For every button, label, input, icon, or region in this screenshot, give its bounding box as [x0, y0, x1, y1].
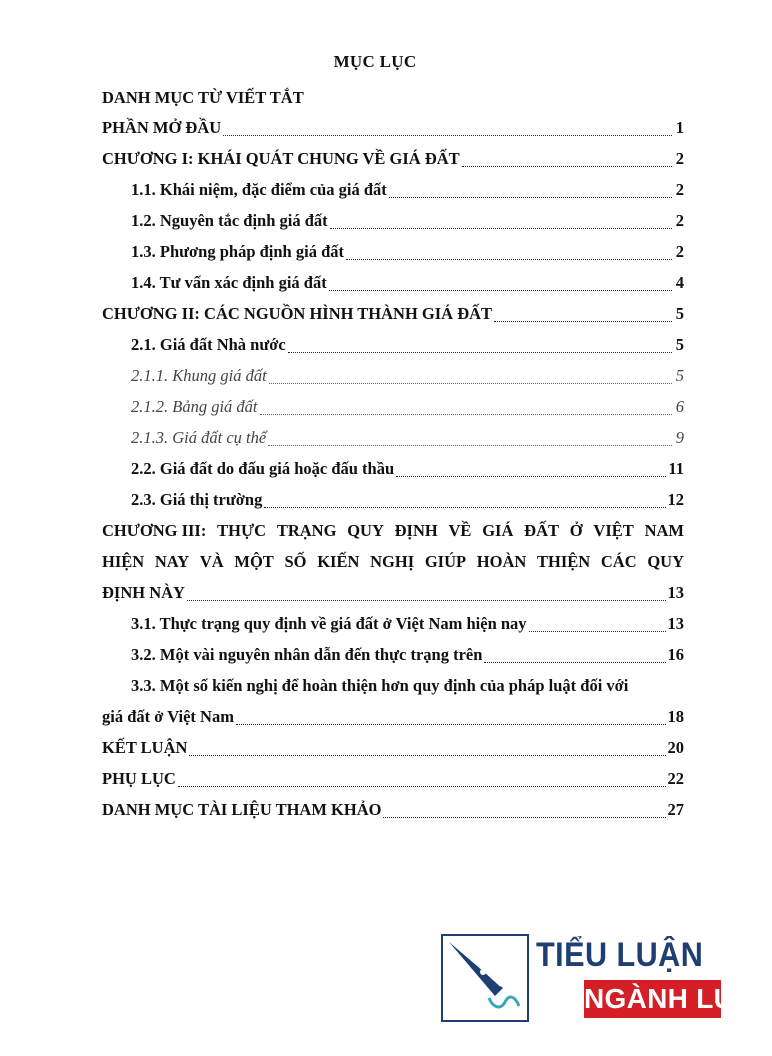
dot-leader	[223, 135, 672, 136]
toc-entry-chapter-1[interactable]	[102, 149, 684, 171]
toc-entry-label: PHẦN MỞ ĐẦU	[102, 118, 222, 137]
dot-leader	[178, 786, 666, 787]
dot-leader	[236, 724, 666, 725]
toc-entry-word: THỰC	[217, 521, 267, 540]
dot-leader	[260, 414, 673, 415]
toc-page-number: 16	[667, 645, 684, 664]
dot-leader	[189, 755, 665, 756]
toc-page-number: 13	[667, 614, 684, 633]
dot-leader	[268, 445, 672, 446]
toc-page-number: 12	[667, 490, 684, 509]
toc-page-number: 2	[675, 242, 684, 261]
toc-entry-word: GIÚP	[424, 552, 467, 571]
toc-entry-word: NAY	[154, 552, 190, 571]
toc-entry-label: 2.1.2. Bảng giá đất	[131, 397, 258, 416]
toc-entry-label: ĐỊNH NÀY	[102, 583, 185, 602]
toc-entry-word: SỐ	[284, 552, 307, 571]
toc-entry-chapter-3-line-1[interactable]	[102, 521, 684, 543]
toc-entry-label: PHỤ LỤC	[102, 769, 176, 788]
dot-leader	[187, 600, 666, 601]
toc-entry-word: QUY	[347, 521, 384, 540]
toc-entry-2-1-1[interactable]	[131, 366, 684, 388]
toc-entry-3-3-line-1[interactable]	[131, 676, 684, 698]
toc-entry-introduction[interactable]	[102, 118, 684, 140]
toc-entry-word: TRẠNG	[276, 521, 337, 540]
toc-entry-word: VỀ	[448, 521, 472, 540]
dot-leader	[264, 507, 665, 508]
toc-page-number: 20	[667, 738, 684, 757]
toc-entry-word: ĐỊNH	[394, 521, 438, 540]
toc-entry-word: GIÁ	[482, 521, 514, 540]
toc-entry-word: KIẾN	[317, 552, 360, 571]
toc-entry-references[interactable]	[102, 800, 684, 822]
toc-entry-3-1[interactable]	[131, 614, 684, 636]
toc-entry-label: 3.3. Một số kiến nghị để hoàn thiện hơn quy định của pháp luật đối với	[131, 676, 629, 695]
dot-leader	[288, 352, 672, 353]
toc-entry-word: QUY	[647, 552, 684, 571]
toc-entry-abbreviations[interactable]	[102, 88, 684, 110]
toc-entry-word: Ở	[569, 521, 583, 540]
dot-leader	[330, 228, 672, 229]
dot-leader	[396, 476, 666, 477]
toc-entry-label: 2.3. Giá thị trường	[131, 490, 263, 509]
toc-entry-label: DANH MỤC TỪ VIẾT TẮT	[102, 88, 304, 107]
toc-entry-word: HIỆN	[102, 552, 145, 571]
toc-entry-label: 3.2. Một vài nguyên nhân dẫn đến thực trạng trên	[131, 645, 483, 664]
toc-entry-label: 2.1. Giá đất Nhà nước	[131, 335, 286, 354]
toc-entry-1-1[interactable]	[131, 180, 684, 202]
toc-page-number: 2	[675, 211, 684, 230]
toc-entry-label: giá đất ở Việt Nam	[102, 707, 234, 726]
page-title: MỤC LỤC	[333, 52, 417, 71]
dot-leader	[383, 817, 665, 818]
toc-entry-word: HOÀN	[476, 552, 527, 571]
toc-page-number: 13	[667, 583, 684, 602]
toc-entry-label: 1.2. Nguyên tắc định giá đất	[131, 211, 328, 230]
toc-entry-2-3[interactable]	[131, 490, 684, 512]
dot-leader	[494, 321, 672, 322]
dot-leader	[329, 290, 672, 291]
toc-entry-word: VIỆT	[593, 521, 634, 540]
toc-entry-label: 1.4. Tư vấn xác định giá đất	[131, 273, 327, 292]
toc-page-number: 5	[675, 335, 684, 354]
toc-entry-3-3-line-2[interactable]	[102, 707, 684, 729]
dot-leader	[389, 197, 672, 198]
toc-entry-label: 1.3. Phương pháp định giá đất	[131, 242, 344, 261]
toc-entry-2-2[interactable]	[131, 459, 684, 481]
toc-entry-label: KẾT LUẬN	[102, 738, 188, 757]
toc-page-number: 5	[675, 366, 684, 385]
dot-leader	[484, 662, 665, 663]
toc-entry-chapter-2[interactable]	[102, 304, 684, 326]
toc-entry-3-2[interactable]	[131, 645, 684, 667]
toc-entry-1-3[interactable]	[131, 242, 684, 264]
toc-entry-word: ĐẤT	[524, 521, 560, 540]
toc-entry-label: 3.1. Thực trạng quy định về giá đất ở Việt Nam hiện nay	[131, 614, 527, 633]
toc-entry-label: 2.1.3. Giá đất cụ thể	[131, 428, 267, 447]
toc-entry-1-4[interactable]	[131, 273, 684, 295]
toc-page-number: 22	[667, 769, 684, 788]
toc-entry-label: 2.2. Giá đất do đấu giá hoặc đấu thầu	[131, 459, 395, 478]
toc-page-number: 2	[675, 180, 684, 199]
dot-leader	[346, 259, 672, 260]
toc-entry-appendix[interactable]	[102, 769, 684, 791]
toc-entry-word: MỘT	[234, 552, 274, 571]
toc-page-number: 5	[675, 304, 684, 323]
toc-entry-word: CÁC	[600, 552, 637, 571]
toc-entry-label: 2.1.1. Khung giá đất	[131, 366, 267, 385]
toc-page-number: 9	[675, 428, 684, 447]
toc-entry-2-1-2[interactable]	[131, 397, 684, 419]
toc-entry-label: CHƯƠNG I: KHÁI QUÁT CHUNG VỀ GIÁ ĐẤT	[102, 149, 460, 168]
toc-entry-label: 1.1. Khái niệm, đặc điểm của giá đất	[131, 180, 387, 199]
toc-page-number: 1	[675, 118, 684, 137]
pen-nib-icon	[441, 934, 529, 1022]
toc-entry-chapter-3-line-2[interactable]	[102, 552, 684, 574]
toc-entry-word: VÀ	[199, 552, 224, 571]
toc-page-number: 18	[667, 707, 684, 726]
toc-entry-word: NGHỊ	[370, 552, 415, 571]
toc-entry-label: CHƯƠNG II: CÁC NGUỒN HÌNH THÀNH GIÁ ĐẤT	[102, 304, 493, 323]
toc-page-number: 11	[668, 459, 684, 478]
brand-logo	[441, 934, 772, 1030]
toc-entry-label: DANH MỤC TÀI LIỆU THAM KHẢO	[102, 800, 382, 819]
logo-subtitle: NGÀNH LUẬT	[584, 980, 721, 1018]
toc-entry-2-1-3[interactable]	[131, 428, 684, 450]
toc-entry-2-1[interactable]	[131, 335, 684, 357]
toc-entry-chapter-3-line-3[interactable]	[102, 583, 684, 605]
dot-leader	[269, 383, 672, 384]
toc-page-number: 6	[675, 397, 684, 416]
toc-entry-word: CHƯƠNG III:	[102, 521, 207, 540]
toc-page-number: 4	[675, 273, 684, 292]
toc-page-number: 2	[675, 149, 684, 168]
toc-entry-1-2[interactable]	[131, 211, 684, 233]
dot-leader	[462, 166, 672, 167]
toc-entry-word: NAM	[644, 521, 684, 540]
dot-leader	[529, 631, 666, 632]
toc-page-number: 27	[667, 800, 684, 819]
toc-entry-conclusion[interactable]	[102, 738, 684, 760]
logo-title: TIỂU LUẬN	[536, 936, 704, 974]
toc-entry-word: THIỆN	[536, 552, 591, 571]
